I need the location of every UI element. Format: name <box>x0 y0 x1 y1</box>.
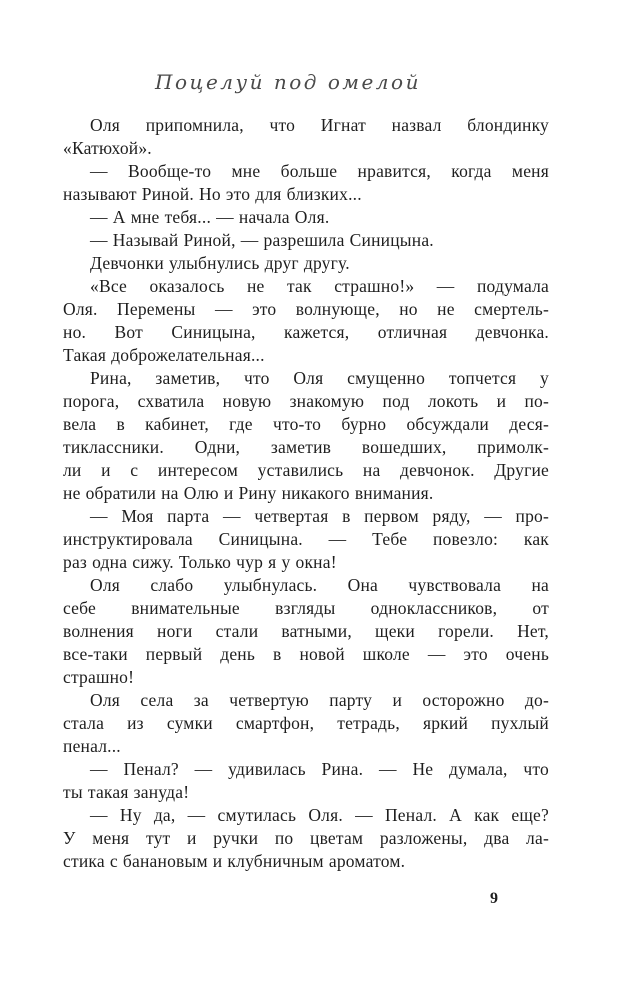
text-line: тиклассники. Одни, заметив вошедших, примолк- <box>63 437 549 457</box>
text-line: себе внимательные взгляды одноклассников, от <box>63 598 549 618</box>
text-line: Рина, заметив, что Оля смущенно топчется у <box>90 368 549 388</box>
paragraph <box>63 689 549 758</box>
page-number: 9 <box>490 890 498 907</box>
text-line: стика с банановым и клубничным ароматом. <box>63 851 406 871</box>
text-line: называют Риной. Но это для близких... <box>63 184 362 204</box>
paragraph <box>63 275 549 367</box>
paragraph <box>63 574 549 689</box>
text-line: — Моя парта — четвертая в первом ряду, — про- <box>90 506 549 526</box>
paragraph <box>63 367 549 505</box>
text-line: ты такая зануда! <box>63 782 190 802</box>
text-line: но. Вот Синицына, кажется, отличная девчонка. <box>63 322 549 342</box>
running-header: Поцелуй под омелой <box>155 70 421 94</box>
text-line: раз одна сижу. Только чур я у окна! <box>63 552 337 572</box>
paragraph <box>63 804 549 873</box>
text-line: стала из сумки смартфон, тетрадь, яркий пухлый <box>63 713 549 733</box>
page-body-text <box>63 114 549 873</box>
text-line: У меня тут и ручки по цветам разложены, два ла- <box>63 828 549 848</box>
text-line: Оля села за четвертую парту и осторожно до- <box>90 690 549 710</box>
text-line: — Называй Риной, — разрешила Синицына. <box>90 230 434 250</box>
paragraph <box>63 160 549 206</box>
text-line: ли и с интересом уставились на девчонок. Другие <box>63 460 549 480</box>
text-line: Оля припомнила, что Игнат назвал блондинку <box>90 115 549 135</box>
text-line: порога, схватила новую знакомую под локоть и по- <box>63 391 549 411</box>
text-line: — Вообще-то мне больше нравится, когда меня <box>90 161 549 181</box>
paragraph <box>63 252 549 275</box>
text-line: «Все оказалось не так страшно!» — подумала <box>90 276 549 296</box>
text-line: — А мне тебя... — начала Оля. <box>90 207 330 227</box>
paragraph <box>63 114 549 160</box>
paragraph <box>63 229 549 252</box>
text-line: Такая доброжелательная... <box>63 345 265 365</box>
text-line: — Ну да, — смутилась Оля. — Пенал. А как еще? <box>90 805 549 825</box>
paragraph <box>63 206 549 229</box>
text-line: вела в кабинет, где что-то бурно обсуждали деся- <box>63 414 549 434</box>
text-line: все-таки первый день в новой школе — это очень <box>63 644 549 664</box>
text-line: — Пенал? — удивилась Рина. — Не думала, что <box>90 759 549 779</box>
text-line: волнения ноги стали ватными, щеки горели. Нет, <box>63 621 549 641</box>
text-line: Оля. Перемены — это волнующе, но не смертель- <box>63 299 549 319</box>
text-line: пенал... <box>63 736 121 756</box>
text-line: страшно! <box>63 667 135 687</box>
text-line: инструктировала Синицына. — Тебе повезло: как <box>63 529 549 549</box>
text-line: Оля слабо улыбнулась. Она чувствовала на <box>90 575 549 595</box>
paragraph <box>63 505 549 574</box>
text-line: не обратили на Олю и Рину никакого внимания. <box>63 483 434 503</box>
text-line: «Катюхой». <box>63 138 152 158</box>
text-line: Девчонки улыбнулись друг другу. <box>90 253 350 273</box>
paragraph <box>63 758 549 804</box>
